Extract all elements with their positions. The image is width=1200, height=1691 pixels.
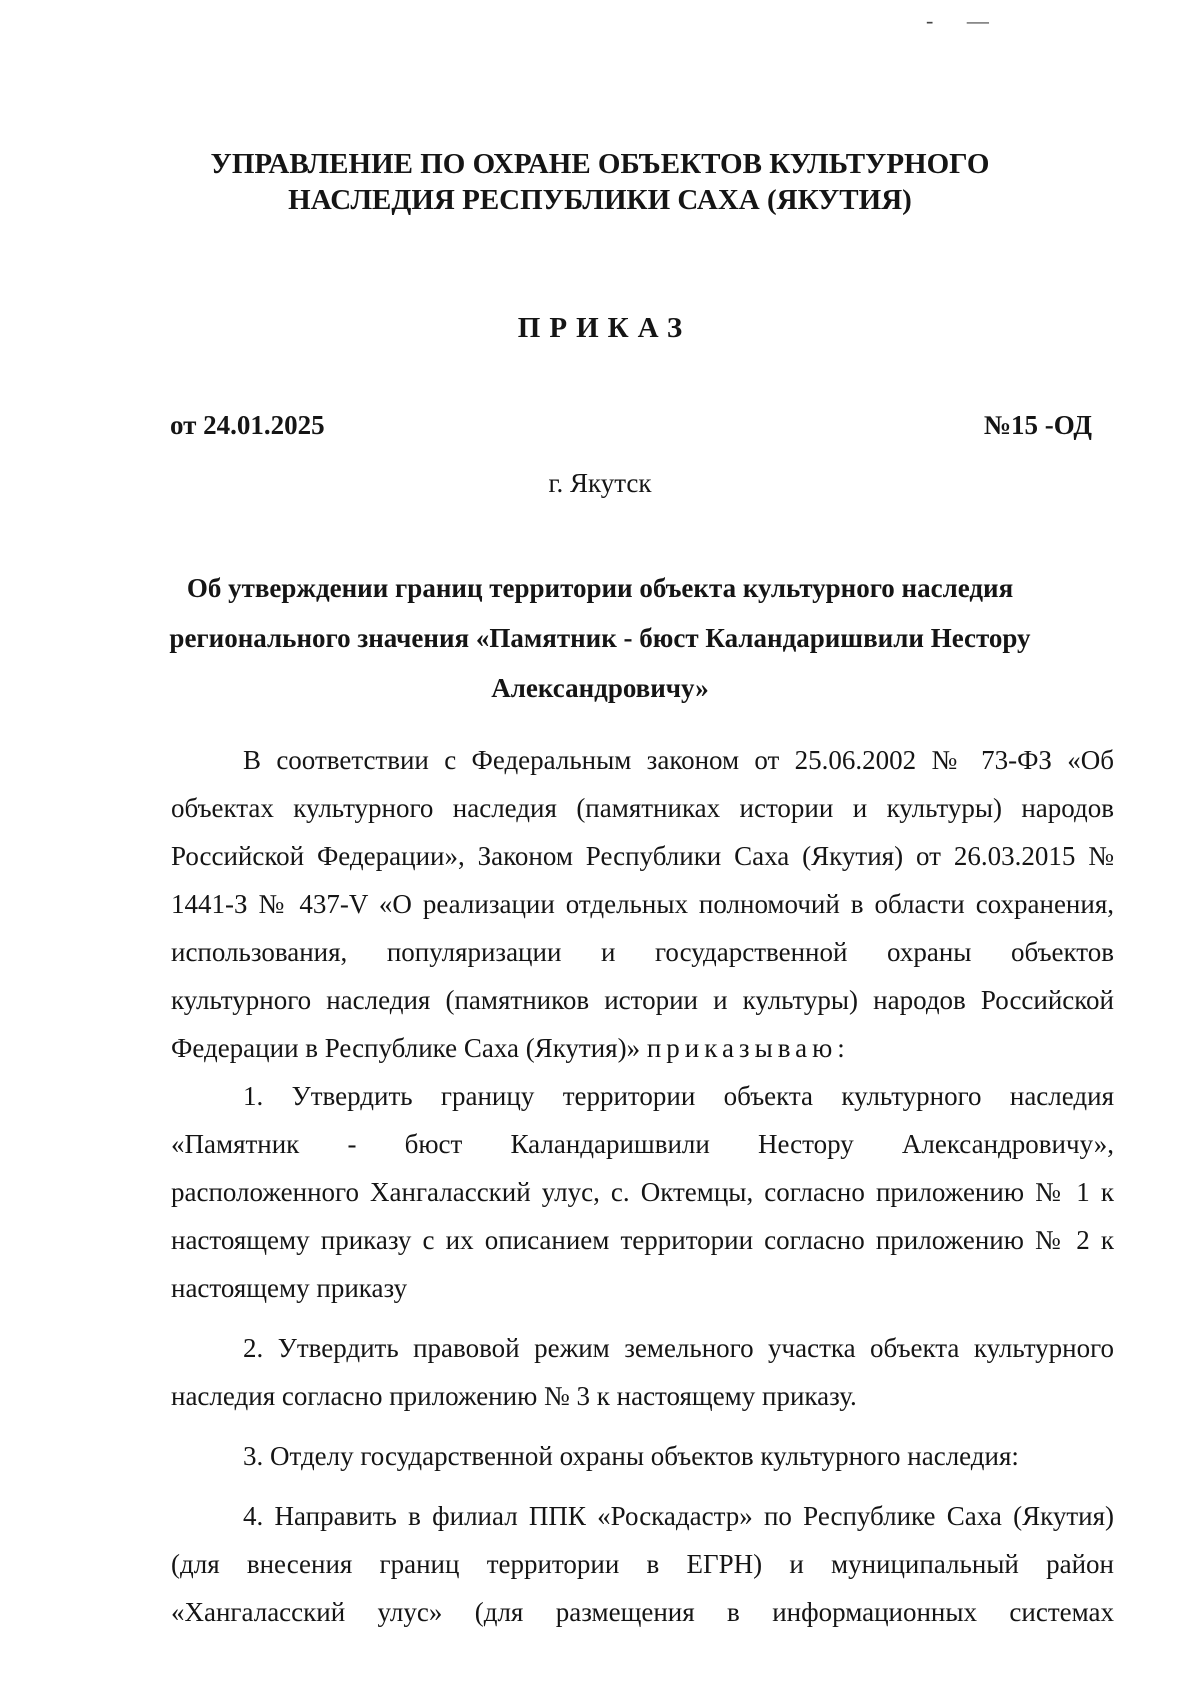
preamble-line-2: объектах культурного наследия (памятниках истории и культуры) народов: [171, 793, 1114, 823]
item-4-line-2: (для внесения границ территории в ЕГРН) и муниципальный район: [171, 1549, 1114, 1579]
order-number: №15 -ОД: [983, 410, 1092, 440]
item-4-paragraph: [171, 1492, 1114, 1636]
preamble-paragraph: [171, 736, 1114, 1072]
item-2-line-2: наследия согласно приложению № 3 к настоящему приказу.: [171, 1381, 857, 1411]
agency-header: [150, 146, 1050, 218]
preamble-line-4: 1441-З № 437-V «О реализации отдельных полномочий в области сохранения,: [171, 889, 1114, 919]
subject-line-1: Об утверждении границ территории объекта культурного наследия: [186, 573, 1014, 603]
item-2-paragraph: [171, 1324, 1114, 1420]
preamble-line-3: Российской Федерации», Законом Республики Саха (Якутия) от 26.03.2015 №: [171, 841, 1114, 871]
item-1-line-2: «Памятник - бюст Каландаришвили Нестору Александровичу»,: [171, 1129, 1114, 1159]
preamble-line-6: культурного наследия (памятников истории и культуры) народов Российской: [171, 985, 1114, 1015]
corner-marks: - —: [926, 8, 1003, 33]
item-1-line-4: настоящему приказу с их описанием территории согласно приложению № 2 к: [171, 1225, 1114, 1255]
order-subject: [150, 563, 1050, 713]
order-verb: приказываю:: [646, 1033, 850, 1063]
item-2-line-1: 2. Утвердить правовой режим земельного участка объекта культурного: [243, 1333, 1114, 1363]
item-1-paragraph: [171, 1072, 1114, 1312]
item-3-line-1: 3. Отделу государственной охраны объектов культурного наследия:: [243, 1441, 1019, 1471]
item-1-line-1: 1. Утвердить границу территории объекта культурного наследия: [243, 1081, 1114, 1111]
item-4-line-1: 4. Направить в филиал ППК «Роскадастр» по Республике Саха (Якутия): [243, 1501, 1114, 1531]
item-3-paragraph: [171, 1432, 1114, 1480]
subject-line-2: регионального значения «Памятник - бюст Каландаришвили Нестору: [169, 623, 1031, 653]
preamble-line-5: использования, популяризации и государственной охраны объектов: [171, 937, 1114, 967]
order-city: г. Якутск: [548, 468, 652, 498]
preamble-line-1: В соответствии с Федеральным законом от 25.06.2002 № 73-ФЗ «Об: [243, 745, 1114, 775]
item-1-line-5: настоящему приказу: [171, 1273, 408, 1303]
preamble-line-7: [171, 1024, 1114, 1072]
document-type-title: ПРИКАЗ: [517, 312, 692, 344]
item-1-line-3: расположенного Хангаласский улус, с. Октемцы, согласно приложению № 1 к: [171, 1177, 1114, 1207]
preamble-line-7-text: Федерации в Республике Саха (Якутия)»: [171, 1033, 641, 1063]
order-body: [171, 736, 1114, 1636]
subject-line-3: Александровичу»: [491, 673, 709, 703]
item-4-line-3: «Хангаласский улус» (для размещения в информационных системах: [171, 1597, 1114, 1627]
agency-header-line-2: НАСЛЕДИЯ РЕСПУБЛИКИ САХА (ЯКУТИЯ): [288, 184, 912, 216]
agency-header-line-1: УПРАВЛЕНИЕ ПО ОХРАНЕ ОБЪЕКТОВ КУЛЬТУРНОГО: [210, 148, 990, 180]
order-date: от 24.01.2025: [170, 410, 325, 440]
